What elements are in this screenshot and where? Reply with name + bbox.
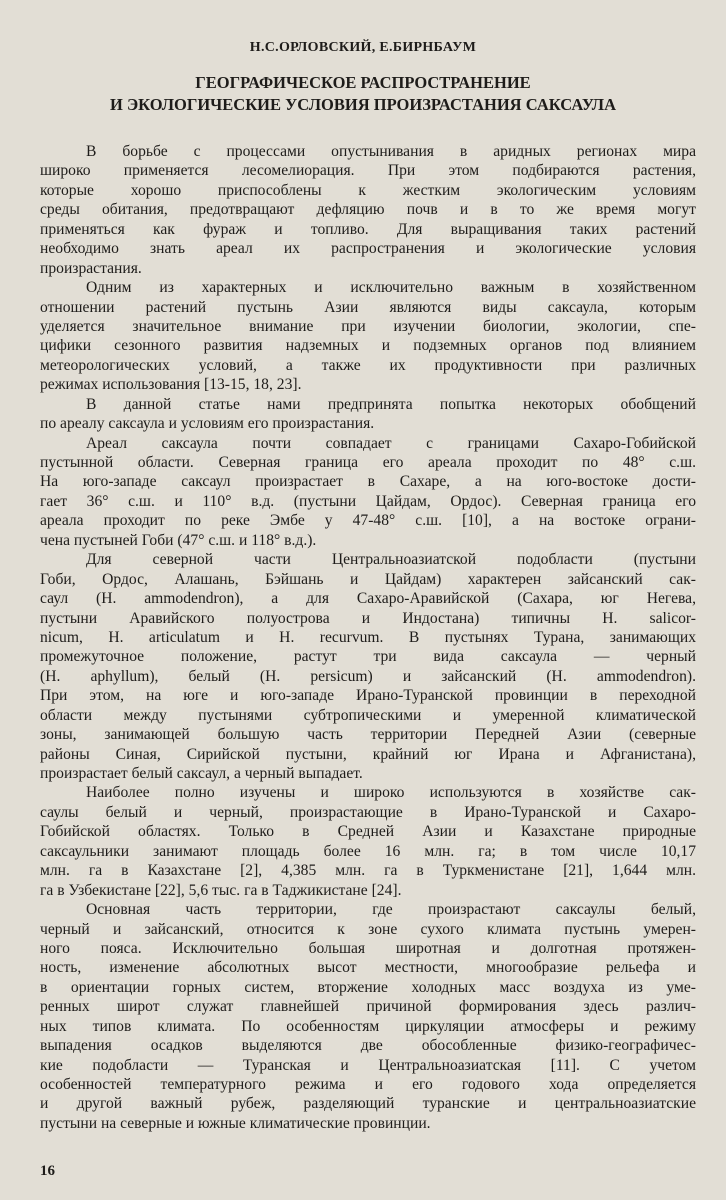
text-line: по ареалу саксаула и условиям его произрастания. <box>40 415 375 433</box>
paragraph <box>40 900 696 1133</box>
text-line: районы Синая, Сирийской пустыни, крайний юг Ирана и Афганистана), <box>40 745 696 763</box>
text-line: пустынной области. Северная граница его ареала проходит по 48° с.ш. <box>40 454 696 471</box>
text-line: кие подобласти — Туранская и Центральноазиатская [11]. С учетом <box>40 1056 696 1074</box>
text-line: Гоби, Ордос, Алашань, Бэйшань и Цайдам) характерен зайсанский сак- <box>40 570 696 588</box>
text-line: Гобийской областях. Только в Средней Азии и Казахстане природные <box>40 823 696 841</box>
text-line: На юго-западе саксаул произрастает в Сахаре, а на юго-востоке дости- <box>40 473 696 491</box>
text-line: области между пустынями субтропическими и умеренной климатической <box>40 706 696 724</box>
text-line: которые хорошо приспособлены к жестким экологическим условиям <box>40 181 696 199</box>
title-line: ГЕОГРАФИЧЕСКОЕ РАСПРОСТРАНЕНИЕ <box>195 73 531 92</box>
article-title <box>40 72 686 116</box>
text-line: и другой важный рубеж, разделяющий туранские и центральноазиатские <box>40 1095 696 1113</box>
text-line: пустыни на северные и южные климатические провинции. <box>40 1114 431 1132</box>
authors: Н.С.ОРЛОВСКИЙ, Е.БИРНБАУМ <box>249 40 477 55</box>
paragraph <box>40 550 696 783</box>
text-line: саксаульники занимают площадь более 16 млн. га; в том числе 10,17 <box>40 842 696 860</box>
text-line: чена пустыней Гоби (47° с.ш. и 118° в.д.). <box>40 531 317 549</box>
paragraph <box>40 434 696 551</box>
paragraph <box>40 395 696 434</box>
text-line: В данной статье нами предпринята попытка некоторых обобщений <box>86 395 696 413</box>
text-line: млн. га в Казахстане [2], 4,385 млн. га в Туркменистане [21], 1,644 млн. <box>40 862 696 880</box>
text-line: В борьбе с процессами опустынивания в аридных регионах мира <box>86 143 696 160</box>
text-line: саулы белый и черный, произрастающие в Ирано-Туранской и Сахаро- <box>40 803 696 821</box>
text-line: выпадения осадков выделяются две обособленные физико-географичес- <box>40 1037 696 1055</box>
text-line: ность, изменение абсолютных высот местности, многообразие рельефа и <box>40 959 696 977</box>
text-line: режимах использования [13-15, 18, 23]. <box>40 376 302 394</box>
text-line: ных типов климата. По особенностям циркуляции атмосферы и режиму <box>40 1017 696 1035</box>
text-line: Основная часть территории, где произрастают саксаулы белый, <box>86 901 696 919</box>
text-line: саул (H. ammodendron), а для Сахаро-Аравийской (Сахара, юг Негева, <box>40 590 696 608</box>
text-line: ареала проходит по реке Эмбе у 47-48° с.ш. [10], а на востоке ограни- <box>40 512 696 530</box>
paragraph <box>40 142 696 278</box>
title-line: И ЭКОЛОГИЧЕСКИЕ УСЛОВИЯ ПРОИЗРАСТАНИЯ САКСАУЛА <box>109 95 616 114</box>
text-line: произрастает белый саксаул, а черный выпадает. <box>40 765 363 782</box>
text-line: метеорологических условий, а также их продуктивности при различных <box>40 356 696 374</box>
text-line: применяться как фураж и топливо. Для выращивания таких растений <box>40 220 696 238</box>
text-line: При этом, на юге и юго-западе Ирано-Туранской провинции в переходной <box>40 687 696 705</box>
text-line: особенностей температурного режима и его годового хода определяется <box>40 1076 696 1093</box>
text-line: в ориентации горных систем, вторжение холодных масс воздуха из уме- <box>40 978 696 996</box>
text-line: черный и зайсанский, относится к зоне сухого климата пустынь умерен- <box>40 920 696 938</box>
text-line: широко применяется лесомелиорация. При этом подбираются растения, <box>40 162 696 180</box>
text-line: пустыни Аравийского полуострова и Индостана) типичны H. salicor- <box>40 609 696 627</box>
text-line: цифики сезонного развития надземных и подземных органов под влиянием <box>40 337 696 355</box>
paragraph <box>40 783 696 900</box>
article-body <box>40 142 696 1133</box>
text-line: уделяется значительное внимание при изучении биологии, экологии, спе- <box>40 317 696 335</box>
paragraph <box>40 278 696 395</box>
text-line: промежуточное положение, растут три вида саксаула — черный <box>40 648 696 666</box>
text-line: nicum, H. articulatum и H. recurvum. В пустынях Турана, занимающих <box>40 628 696 646</box>
text-line: Для северной части Центральноазиатской подобласти (пустыни <box>86 551 696 569</box>
text-line: ренных широт служат главнейшей причиной формирования здесь различ- <box>40 998 696 1016</box>
text-line: Ареал саксаула почти совпадает с границами Сахаро-Гобийской <box>86 434 696 452</box>
text-line: отношении растений пустынь Азии являются виды саксаула, которым <box>40 298 696 316</box>
page-number: 16 <box>40 1163 55 1179</box>
text-line: зоны, занимающей большую часть территории Передней Азии (северные <box>40 726 696 744</box>
text-line: произрастания. <box>40 259 142 277</box>
text-line: ного пояса. Исключительно большая широтная и долготная протяжен- <box>40 939 696 957</box>
text-line: среды обитания, предотвращают дефляцию почв и в то же время могут <box>40 201 696 219</box>
text-line: гает 36° с.ш. и 110° в.д. (пустыни Цайдам, Ордос). Северная граница его <box>40 492 696 510</box>
text-line: Одним из характерных и исключительно важным в хозяйственном <box>86 279 696 297</box>
text-line: га в Узбекистане [22], 5,6 тыс. га в Таджикистане [24]. <box>40 881 402 899</box>
text-line: Наиболее полно изучены и широко используются в хозяйстве сак- <box>86 784 696 802</box>
text-line: необходимо знать ареал их распространения и экологические условия <box>40 240 696 258</box>
text-line: (H. aphyllum), белый (H. persicum) и зайсанский (H. ammodendron). <box>40 667 696 685</box>
